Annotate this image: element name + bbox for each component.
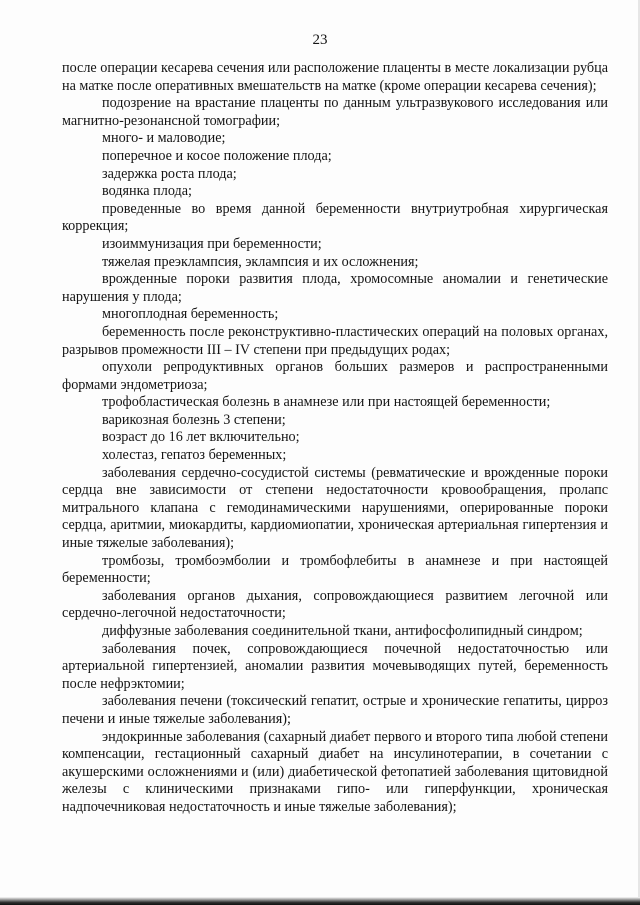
paragraph: заболевания печени (токсический гепатит, острые и хронические гепатиты, цирроз печени и иные тяжелые заболевания); [62, 693, 608, 727]
paragraph: холестаз, гепатоз беременных; [102, 447, 287, 464]
paragraph: поперечное и косое положение плода; [102, 147, 332, 164]
paragraph: диффузные заболевания соединительной ткани, антифосфолипидный синдром; [102, 623, 583, 639]
paragraph: подозрение на врастание плаценты по данным ультразвукового исследования или магнитно-резонансной томографии; [62, 95, 608, 129]
paragraph: после операции кесарева сечения или расположение плаценты в месте локализации рубца на матке после оперативных вмешательств на матке (кроме операции кесарева сечения); [62, 60, 608, 94]
paragraph: водянка плода; [102, 183, 192, 200]
paragraph: заболевания почек, сопровождающиеся почечной недостаточностью или артериальной гипертензией, аномалии развития мочевыводящих путей, беременность после нефрэктомии; [62, 640, 608, 692]
paragraph: возраст до 16 лет включительно; [102, 429, 300, 446]
paragraph: эндокринные заболевания (сахарный диабет первого и второго типа любой степени компенсации, гестационный сахарный диабет на инсулинотерапии, в сочетании с акушерскими осложнениями и (или) диабетической фетопатией заболевания щитовидной железы с клиническими признаками гипо- или гиперфункции, хроническая надпочечниковая недостаточность и иные тяжелые заболевания); [62, 728, 608, 815]
paragraph: проведенные во время данной беременности внутриутробная хирургическая коррекция; [62, 200, 608, 235]
paragraph: задержка роста плода; [102, 165, 237, 182]
paragraph: врожденные пороки развития плода, хромосомные аномалии и генетические нарушения у плода; [62, 271, 608, 305]
document-body [62, 60, 608, 817]
paragraph: опухоли репродуктивных органов больших размеров и распространенными формами эндометриоза; [62, 359, 608, 393]
paragraph: варикозная болезнь 3 степени; [102, 411, 286, 428]
paragraph: трофобластическая болезнь в анамнезе или при настоящей беременности; [102, 394, 551, 411]
paragraph: заболевания органов дыхания, сопровождающиеся развитием легочной или сердечно-легочной недостаточности; [62, 587, 608, 622]
paragraph: тромбозы, тромбоэмболии и тромбофлебиты в анамнезе и при настоящей беременности; [62, 552, 608, 587]
scan-edge-bottom [0, 897, 640, 905]
page-number: 23 [312, 32, 328, 48]
paragraph: многоплодная беременность; [102, 306, 279, 323]
paragraph: тяжелая преэклампсия, эклампсия и их осложнения; [102, 253, 419, 270]
paragraph: заболевания сердечно-сосудистой системы (ревматические и врожденные пороки сердца вне зависимости от степени недостаточности кровообращения, пролапс митрального клапана с гемодинамическими нарушениями, оперированные пороки сердца, аритмии, миокардиты, кардиомиопатии, хроническая артериальная гипертензия и иные тяжелые заболевания); [62, 464, 608, 552]
paragraph: беременность после реконструктивно-пластических операций на половых органах, разрывов промежности III – IV степени при предыдущих родах; [62, 323, 608, 358]
paragraph: много- и маловодие; [102, 130, 226, 147]
paragraph: изоиммунизация при беременности; [102, 235, 322, 252]
